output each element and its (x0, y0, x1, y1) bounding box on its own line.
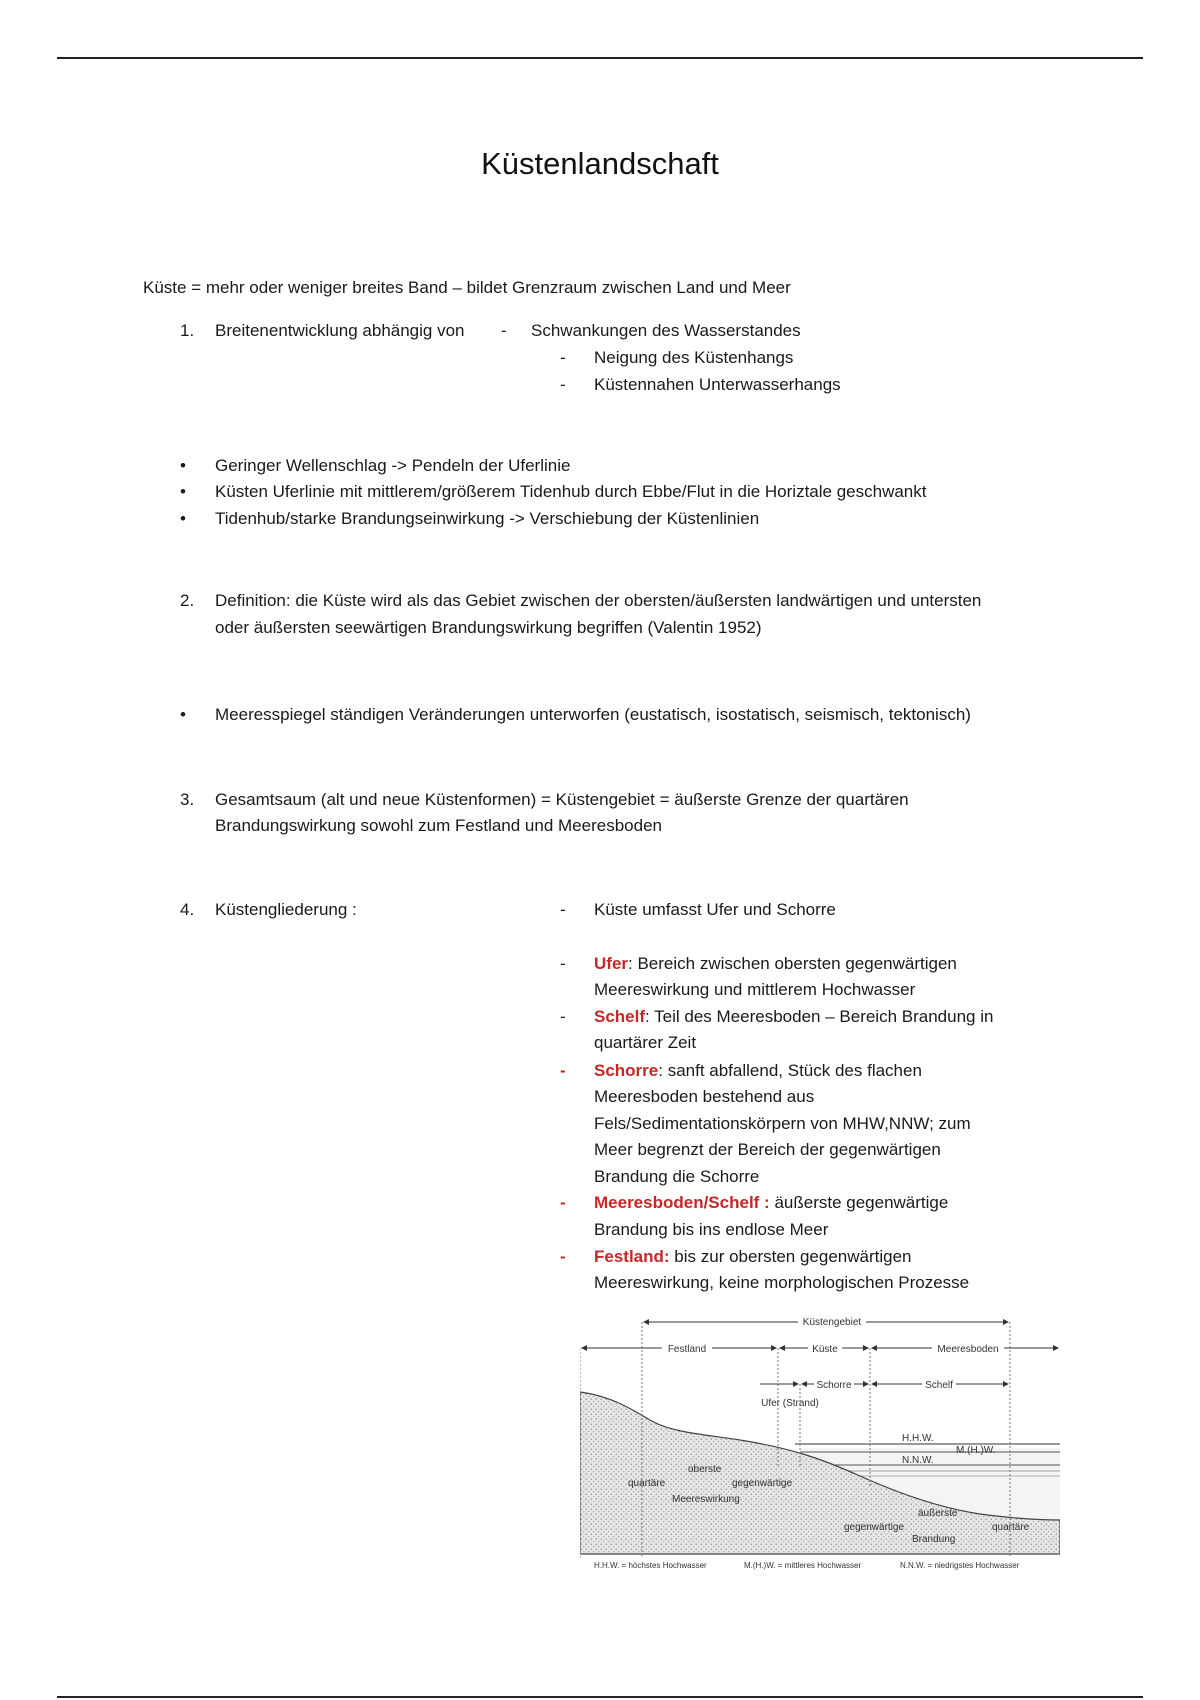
term-label: Schorre (594, 1061, 659, 1080)
term-text: bis zur obersten gegenwärtigen (669, 1247, 912, 1266)
section-1-item: Küstennahen Unterwasserhangs (594, 375, 841, 394)
term-line: quartärer Zeit (594, 1033, 697, 1052)
term-line: Meer begrenzt der Bereich der gegenwärtigen (594, 1140, 941, 1159)
section-3-line: Brandungswirkung sowohl zum Festland und Meeresboden (215, 816, 662, 835)
term-label: Festland: (594, 1247, 670, 1266)
label-gegenwaertige: gegenwärtige (844, 1522, 905, 1533)
dash: - (501, 321, 507, 340)
label-hhw: H.H.W. (902, 1433, 934, 1444)
bullet-text: Meeresspiegel ständigen Veränderungen unterworfen (eustatisch, isostatisch, seismisch, tektonisch) (215, 705, 971, 724)
section-1-item: Schwankungen des Wasserstandes (531, 321, 801, 340)
label-nnw: N.N.W. (902, 1455, 934, 1466)
label-schelf: Schelf (925, 1380, 953, 1391)
label-meeresboden: Meeresboden (937, 1344, 999, 1355)
label-kuestengebiet: Küstengebiet (802, 1317, 862, 1328)
label-brandung: Brandung (912, 1534, 956, 1545)
term-line: Meereswirkung und mittlerem Hochwasser (594, 980, 916, 999)
dash: - (560, 1061, 566, 1080)
dash: - (560, 375, 566, 394)
label-oberste: oberste (688, 1464, 722, 1475)
bullet-icon: • (180, 482, 186, 501)
label-meereswirkung: Meereswirkung (672, 1494, 740, 1505)
bullet-icon: • (180, 456, 186, 475)
bullet-icon: • (180, 509, 186, 528)
section-1-number: 1. (180, 321, 195, 340)
top-rule (57, 57, 1143, 59)
dash: - (560, 900, 566, 919)
coast-profile-diagram (580, 1308, 1060, 1576)
label-ufer: Ufer (Strand) (761, 1398, 819, 1409)
term-text: : Bereich zwischen obersten gegenwärtigen (628, 954, 957, 973)
term-label: Schelf (594, 1007, 646, 1026)
section-4-number: 4. (180, 900, 195, 919)
label-quartaere: quartäre (628, 1478, 666, 1489)
section-2-line: Definition: die Küste wird als das Gebiet zwischen der obersten/äußersten landwärtigen und untersten (215, 591, 982, 610)
label-schorre: Schorre (816, 1380, 852, 1391)
dash: - (560, 348, 566, 367)
term-line: Meereswirkung, keine morphologischen Prozesse (594, 1273, 970, 1292)
section-3-line: Gesamtsaum (alt und neue Küstenformen) = Küstengebiet = äußerste Grenze der quartären (215, 790, 909, 809)
label-mhw: M.(H.)W. (956, 1445, 996, 1456)
term-line: Meeresboden bestehend aus (594, 1087, 815, 1106)
bullet-text: Tidenhub/starke Brandungseinwirkung -> Verschiebung der Küstenlinien (215, 509, 760, 528)
term-label: Meeresboden/Schelf : (594, 1193, 770, 1212)
section-1-label: Breitenentwicklung abhängig von (215, 321, 465, 340)
term-schelf (594, 1004, 993, 1030)
label-festland: Festland (667, 1344, 707, 1355)
term-text: äußerste gegenwärtige (769, 1193, 949, 1212)
label-aeusserste: äußerste (918, 1508, 958, 1519)
dash: - (560, 1007, 566, 1026)
legend-mhw: M.(H.)W. = mittleres Hochwasser (744, 1561, 862, 1570)
term-label: Ufer (594, 954, 629, 973)
label-kueste: Küste (812, 1344, 838, 1355)
term-text: : sanft abfallend, Stück des flachen (658, 1061, 922, 1080)
term-line: Fels/Sedimentationskörpern von MHW,NNW; zum (594, 1114, 971, 1133)
label-quartaere: quartäre (992, 1522, 1030, 1533)
dash: - (560, 954, 566, 973)
section-4-first: Küste umfasst Ufer und Schorre (594, 900, 836, 919)
section-2-line: oder äußersten seewärtigen Brandungswirkung begriffen (Valentin 1952) (215, 618, 762, 637)
term-festland (594, 1244, 912, 1270)
bottom-rule (57, 1696, 1143, 1698)
legend-hhw: H.H.W. = höchstes Hochwasser (594, 1561, 707, 1570)
legend-nnw: N.N.W. = niedrigstes Hochwasser (900, 1561, 1020, 1570)
term-text: : Teil des Meeresboden – Bereich Brandung in (645, 1007, 994, 1026)
term-line: Brandung bis ins endlose Meer (594, 1220, 829, 1239)
dash: - (560, 1193, 566, 1212)
section-1-item: Neigung des Küstenhangs (594, 348, 794, 367)
label-gegenwaertige: gegenwärtige (732, 1478, 793, 1489)
section-3-number: 3. (180, 790, 195, 809)
bullet-text: Küsten Uferlinie mit mittlerem/größerem Tidenhub durch Ebbe/Flut in die Horiztale geschwankt (215, 482, 927, 501)
term-line: Brandung die Schorre (594, 1167, 760, 1186)
section-2-number: 2. (180, 591, 195, 610)
intro-text: Küste = mehr oder weniger breites Band – bildet Grenzraum zwischen Land und Meer (143, 278, 791, 297)
term-ufer (594, 951, 957, 977)
section-4-label: Küstengliederung : (215, 900, 357, 919)
term-schorre (594, 1058, 922, 1084)
term-meeresboden (594, 1190, 948, 1216)
dash: - (560, 1247, 566, 1266)
page-title: Küstenlandschaft (481, 146, 719, 181)
bullet-icon: • (180, 705, 186, 724)
bullet-text: Geringer Wellenschlag -> Pendeln der Uferlinie (215, 456, 571, 475)
